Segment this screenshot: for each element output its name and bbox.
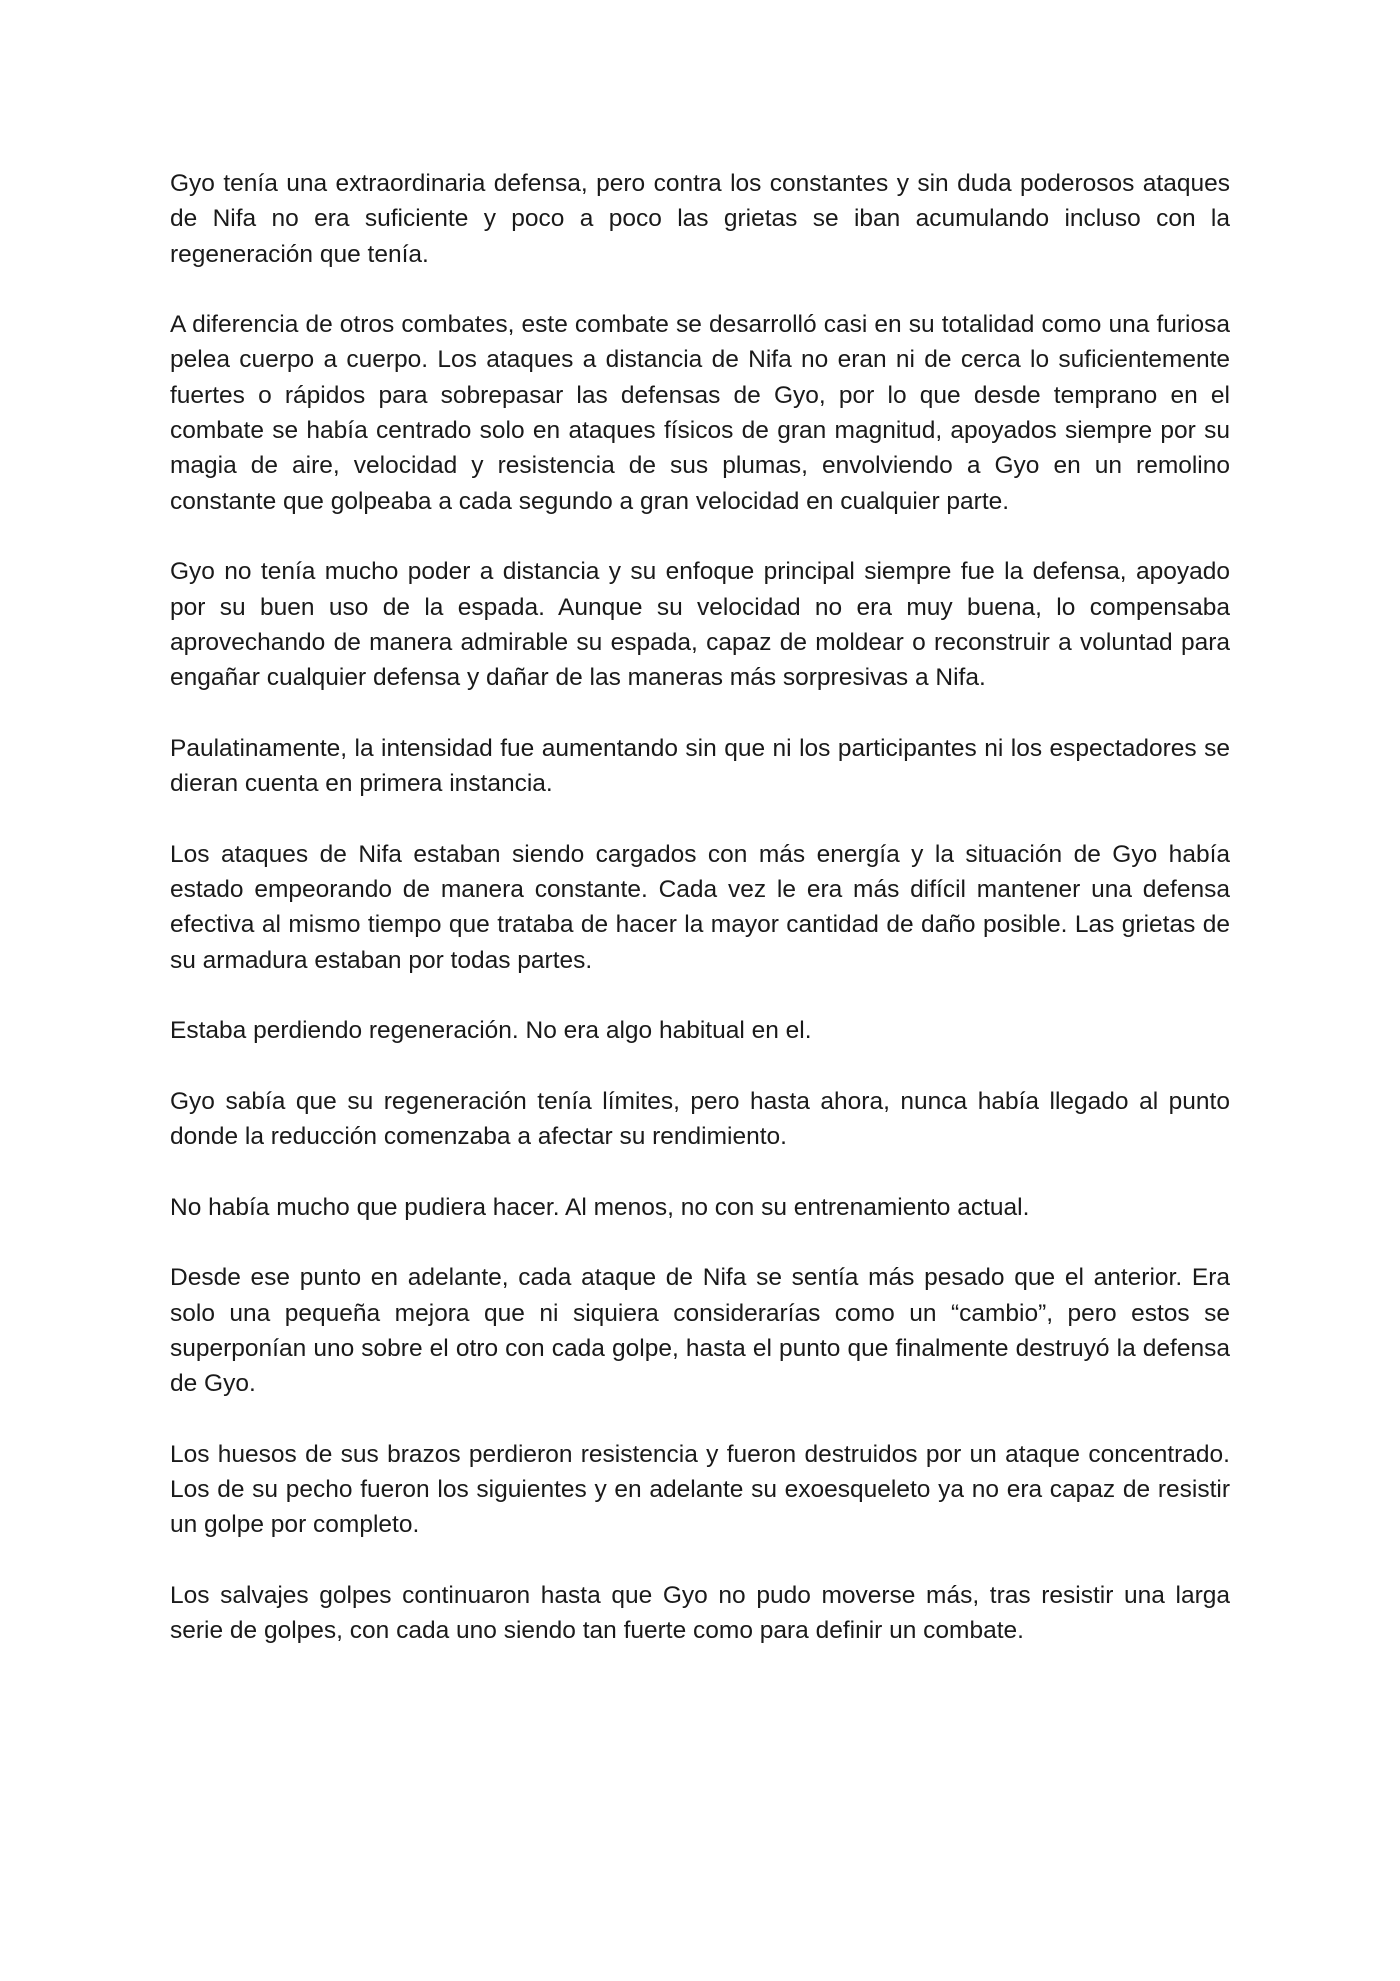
paragraph-1: Gyo tenía una extraordinaria defensa, pero contra los constantes y sin duda poderosos ataques de Nifa no era suficiente y poco a poco las grietas se iban acumulando incluso con la regeneración que tenía.	[170, 170, 1230, 268]
paragraph-9: Desde ese punto en adelante, cada ataque de Nifa se sentía más pesado que el anterior. Era solo una pequeña mejora que ni siquiera considerarías como un “cambio”, pero estos se superponían uno sobre el otro con cada golpe, hasta el punto que finalmente destruyó la defensa de Gyo.	[170, 1264, 1230, 1398]
paragraph-11: Los salvajes golpes continuaron hasta que Gyo no pudo moverse más, tras resistir una larga serie de golpes, con cada uno siendo tan fuerte como para definir un combate.	[170, 1581, 1230, 1645]
document-body	[170, 166, 1230, 1684]
paragraph-3: Gyo no tenía mucho poder a distancia y su enfoque principal siempre fue la defensa, apoyado por su buen uso de la espada. Aunque su velocidad no era muy buena, lo compensaba aprovechando de manera admirable su espada, capaz de moldear o reconstruir a voluntad para engañar cualquier defensa y dañar de las maneras más sorpresivas a Nifa.	[170, 558, 1230, 692]
paragraph-5: Los ataques de Nifa estaban siendo cargados con más energía y la situación de Gyo había estado empeorando de manera constante. Cada vez le era más difícil mantener una defensa efectiva al mismo tiempo que trataba de hacer la mayor cantidad de daño posible. Las grietas de su armadura estaban por todas partes.	[170, 840, 1230, 974]
paragraph-8: No había mucho que pudiera hacer. Al menos, no con su entrenamiento actual.	[170, 1193, 1030, 1221]
paragraph-4: Paulatinamente, la intensidad fue aumentando sin que ni los participantes ni los espectadores se dieran cuenta en primera instancia.	[170, 734, 1230, 798]
paragraph-6: Estaba perdiendo regeneración. No era algo habitual en el.	[170, 1017, 812, 1045]
paragraph-2: A diferencia de otros combates, este combate se desarrolló casi en su totalidad como una furiosa pelea cuerpo a cuerpo. Los ataques a distancia de Nifa no eran ni de cerca lo suficientemente fuertes o rápidos para sobrepasar las defensas de Gyo, por lo que desde temprano en el combate se había centrado solo en ataques físicos de gran magnitud, apoyados siempre por su magia de aire, velocidad y resistencia de sus plumas, envolviendo a Gyo en un remolino constante que golpeaba a cada segundo a gran velocidad en cualquier parte.	[170, 311, 1230, 515]
paragraph-7: Gyo sabía que su regeneración tenía límites, pero hasta ahora, nunca había llegado al punto donde la reducción comenzaba a afectar su rendimiento.	[170, 1087, 1230, 1151]
paragraph-10: Los huesos de sus brazos perdieron resistencia y fueron destruidos por un ataque concentrado. Los de su pecho fueron los siguientes y en adelante su exoesqueleto ya no era capaz de resistir un golpe por completo.	[170, 1440, 1230, 1539]
